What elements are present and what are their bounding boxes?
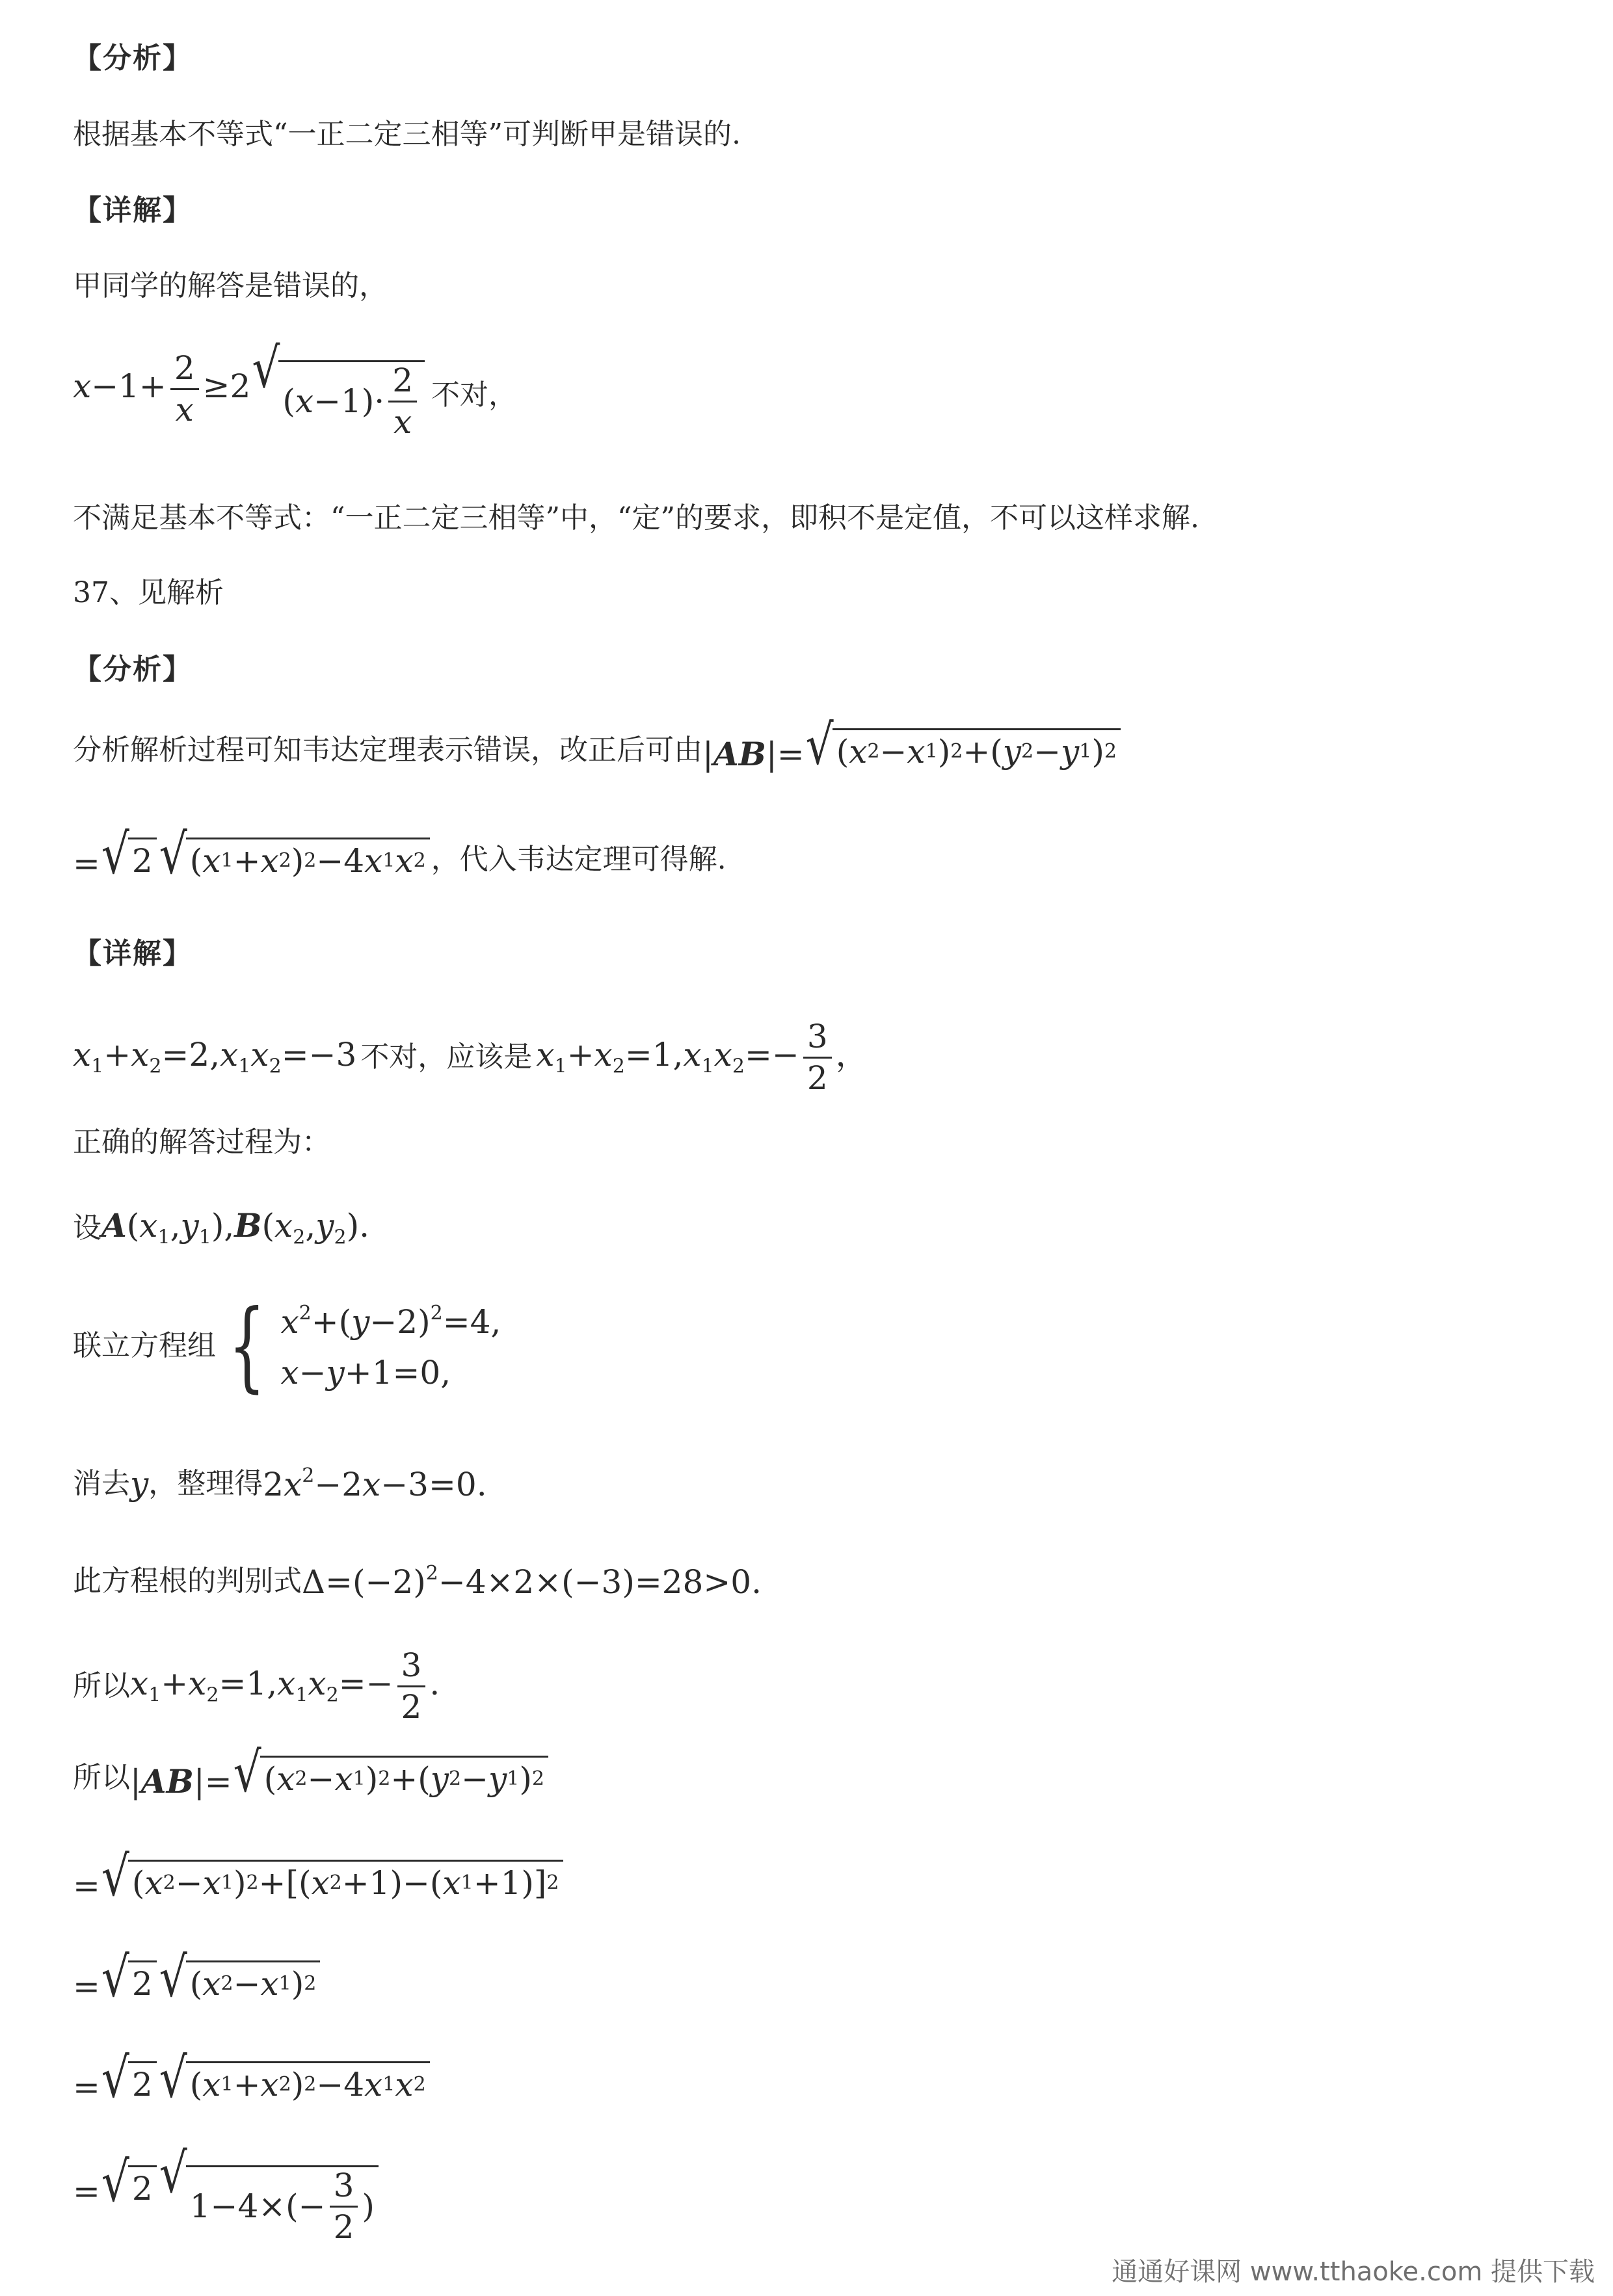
section-heading-detail: 【详解】	[73, 194, 193, 227]
system-prefix: 联立方程组	[73, 1329, 216, 1362]
discriminant-prefix: 此方程根的判别式	[73, 1564, 302, 1598]
distance-step-3	[73, 1944, 321, 2009]
section-heading-analysis: 【分析】	[73, 42, 193, 75]
discriminant-line	[73, 1562, 762, 1601]
define-points-line	[73, 1206, 369, 1249]
distance-step-1	[73, 1739, 550, 1804]
vieta-result-line	[73, 1648, 440, 1724]
eliminate-mid: ，整理得	[148, 1466, 263, 1500]
distance-step-5-formula: = √ 2 √ 1−4×(− $\frac{3}{2}$ )	[73, 2165, 380, 2244]
points-formula: $A(x_1,y_1),B(x_2,y_2)$.	[101, 1206, 369, 1249]
detail-text: 甲同学的解答是错误的，	[73, 269, 388, 302]
analysis-text: 根据基本不等式“一正二定三相等”可判断甲是错误的.	[73, 118, 741, 151]
distance-step-3-formula: = √ 2 √ ( x 2 − x 1 ) 2	[73, 1960, 321, 2005]
so-prefix-1: 所以	[73, 1669, 130, 1702]
distance-step-2-formula: = √ ( x 2 − x 1 ) 2 +[( x 2 +1)−( x 1 +1)] 2	[73, 1860, 565, 1904]
inequality-formula: x−1+ $\frac{2}{x}$ ≥2 √ ( x −1)· $\frac{2}{x}$	[73, 351, 426, 439]
vieta-formula-line	[73, 821, 727, 886]
correction-comment: 不对，应该是	[360, 1040, 533, 1074]
correct-vieta: $x_1+x_2=1,x_1x_2=-$ $\frac{3}{2}$ ，	[536, 1018, 868, 1097]
section-heading-detail-2: 【详解】	[73, 937, 193, 970]
vieta-formula: = √ 2 √ ( x 1 + x 2 ) 2 −4 x 1 x 2	[73, 838, 431, 882]
analysis-formula-line	[73, 712, 1122, 777]
eliminate-var: y	[130, 1464, 149, 1503]
wrong-vieta: $x_1+x_2=2,x_1x_2=-3$	[73, 1035, 357, 1078]
distance-step-5	[73, 2141, 380, 2246]
quadratic-equation: $2x^2-2x-3=0$.	[263, 1464, 487, 1503]
distance-step-4	[73, 2045, 431, 2110]
explanation-text: 不满足基本不等式：“一正二定三相等”中，“定”的要求，即积不是定值，不可以这样求解.	[73, 501, 1199, 534]
define-prefix: 设	[73, 1211, 101, 1245]
item-37-label: 37、见解析	[73, 576, 224, 609]
equation-system: { $x^2+(y-2)^2=4$, x−y+1=0,	[228, 1289, 501, 1403]
system-line	[73, 1289, 501, 1403]
so-prefix-2: 所以	[73, 1760, 130, 1794]
distance-step-2	[73, 1843, 565, 1908]
distance-step-1-formula: |AB|= √ ( x 2 − x 1 ) 2 +( y 2 − y 1 ) 2	[130, 1756, 550, 1800]
inequality-comment: 不对，	[431, 378, 517, 412]
distance-step-4-formula: = √ 2 √ ( x 1 + x 2 ) 2 −4 x 1 x 2	[73, 2061, 431, 2105]
discriminant-formula: $\Delta=(-2)^2-4\times 2\times(-3)=28>0$.	[302, 1562, 762, 1601]
distance-formula: |AB|= √ ( x 2 − x 1 ) 2 +( y 2 − y 1 ) 2	[702, 728, 1122, 772]
vieta-comment: ，代入韦达定理可得解.	[431, 842, 727, 876]
section-heading-analysis-2: 【分析】	[73, 653, 193, 686]
eliminate-prefix: 消去	[73, 1466, 130, 1500]
watermark-text: 通通好课网 www.tthaoke.com 提供下载	[1112, 2257, 1595, 2287]
inequality-formula-line	[73, 336, 517, 441]
analysis-text-2: 分析解析过程可知韦达定理表示错误，改正后可由	[73, 733, 702, 767]
correction-line	[73, 1020, 868, 1095]
vieta-result: $x_1+x_2=1,x_1x_2=-$ $\frac{3}{2}$ .	[130, 1646, 440, 1726]
eliminate-line	[73, 1466, 487, 1501]
solution-intro-text: 正确的解答过程为：	[73, 1126, 330, 1159]
